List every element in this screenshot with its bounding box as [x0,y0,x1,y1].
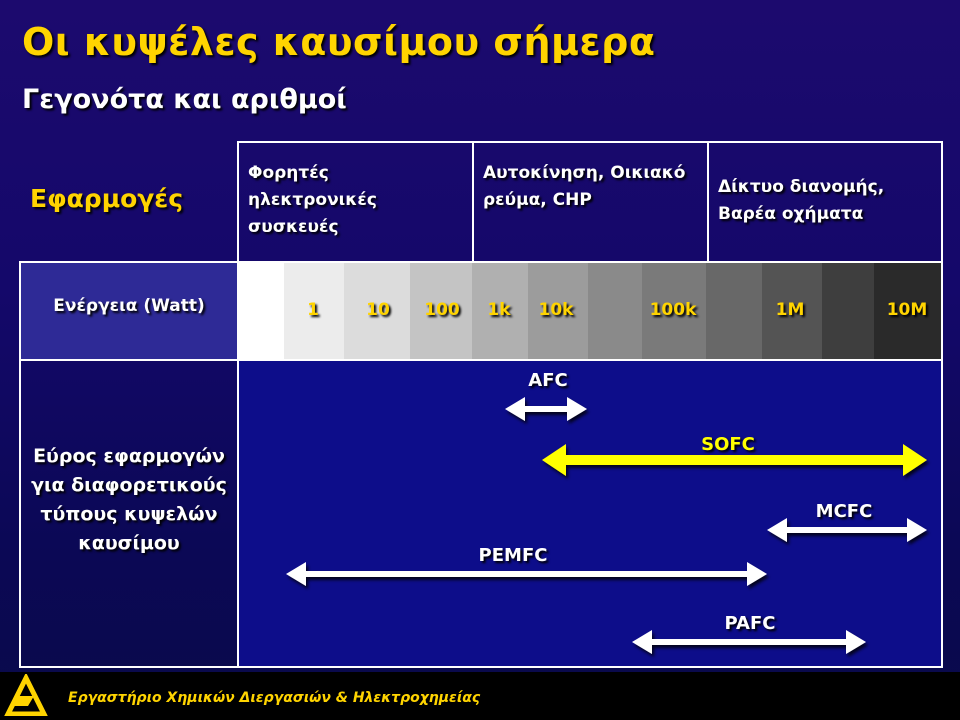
energy-tick: 100 [424,300,460,320]
energy-tick: 10M [886,300,928,320]
energy-tick: 100k [649,300,697,320]
range-label: Εύρος εφαρμογών για διαφορετικούς τύπους κυψελών καυσίμου [31,445,227,554]
pafc-label: PAFC [724,613,776,634]
application-automotive: Αυτοκίνηση, Οικιακό ρεύμα, CHP [483,163,686,210]
slide-subtitle: Γεγονότα και αριθμοί [22,84,347,115]
energy-tick: 10k [538,300,574,320]
afc-range-arrow [505,397,587,421]
mcfc-label: MCFC [815,501,873,522]
energy-tick: 10 [366,300,390,320]
footer-text: Εργαστήριο Χημικών Διεργασιών & Ηλεκτροχημείας [68,690,481,706]
energy-tick: 1k [487,300,511,320]
sofc-label: SOFC [701,434,755,455]
applications-label: Εφαρμογές [30,184,184,213]
application-portable: Φορητές ηλεκτρονικές συσκευές [248,163,377,237]
slide-title: Οι κυψέλες καυσίμου σήμερα [22,20,656,64]
application-grid: Δίκτυο διανομής, Βαρέα οχήματα [718,177,885,224]
energy-label: Ενέργεια (Watt) [53,296,205,316]
lab-logo-icon [4,674,48,716]
energy-tick: 1 [307,300,319,320]
energy-tick: 1M [775,300,805,320]
afc-label: AFC [528,370,568,391]
pemfc-label: PEMFC [478,545,548,566]
